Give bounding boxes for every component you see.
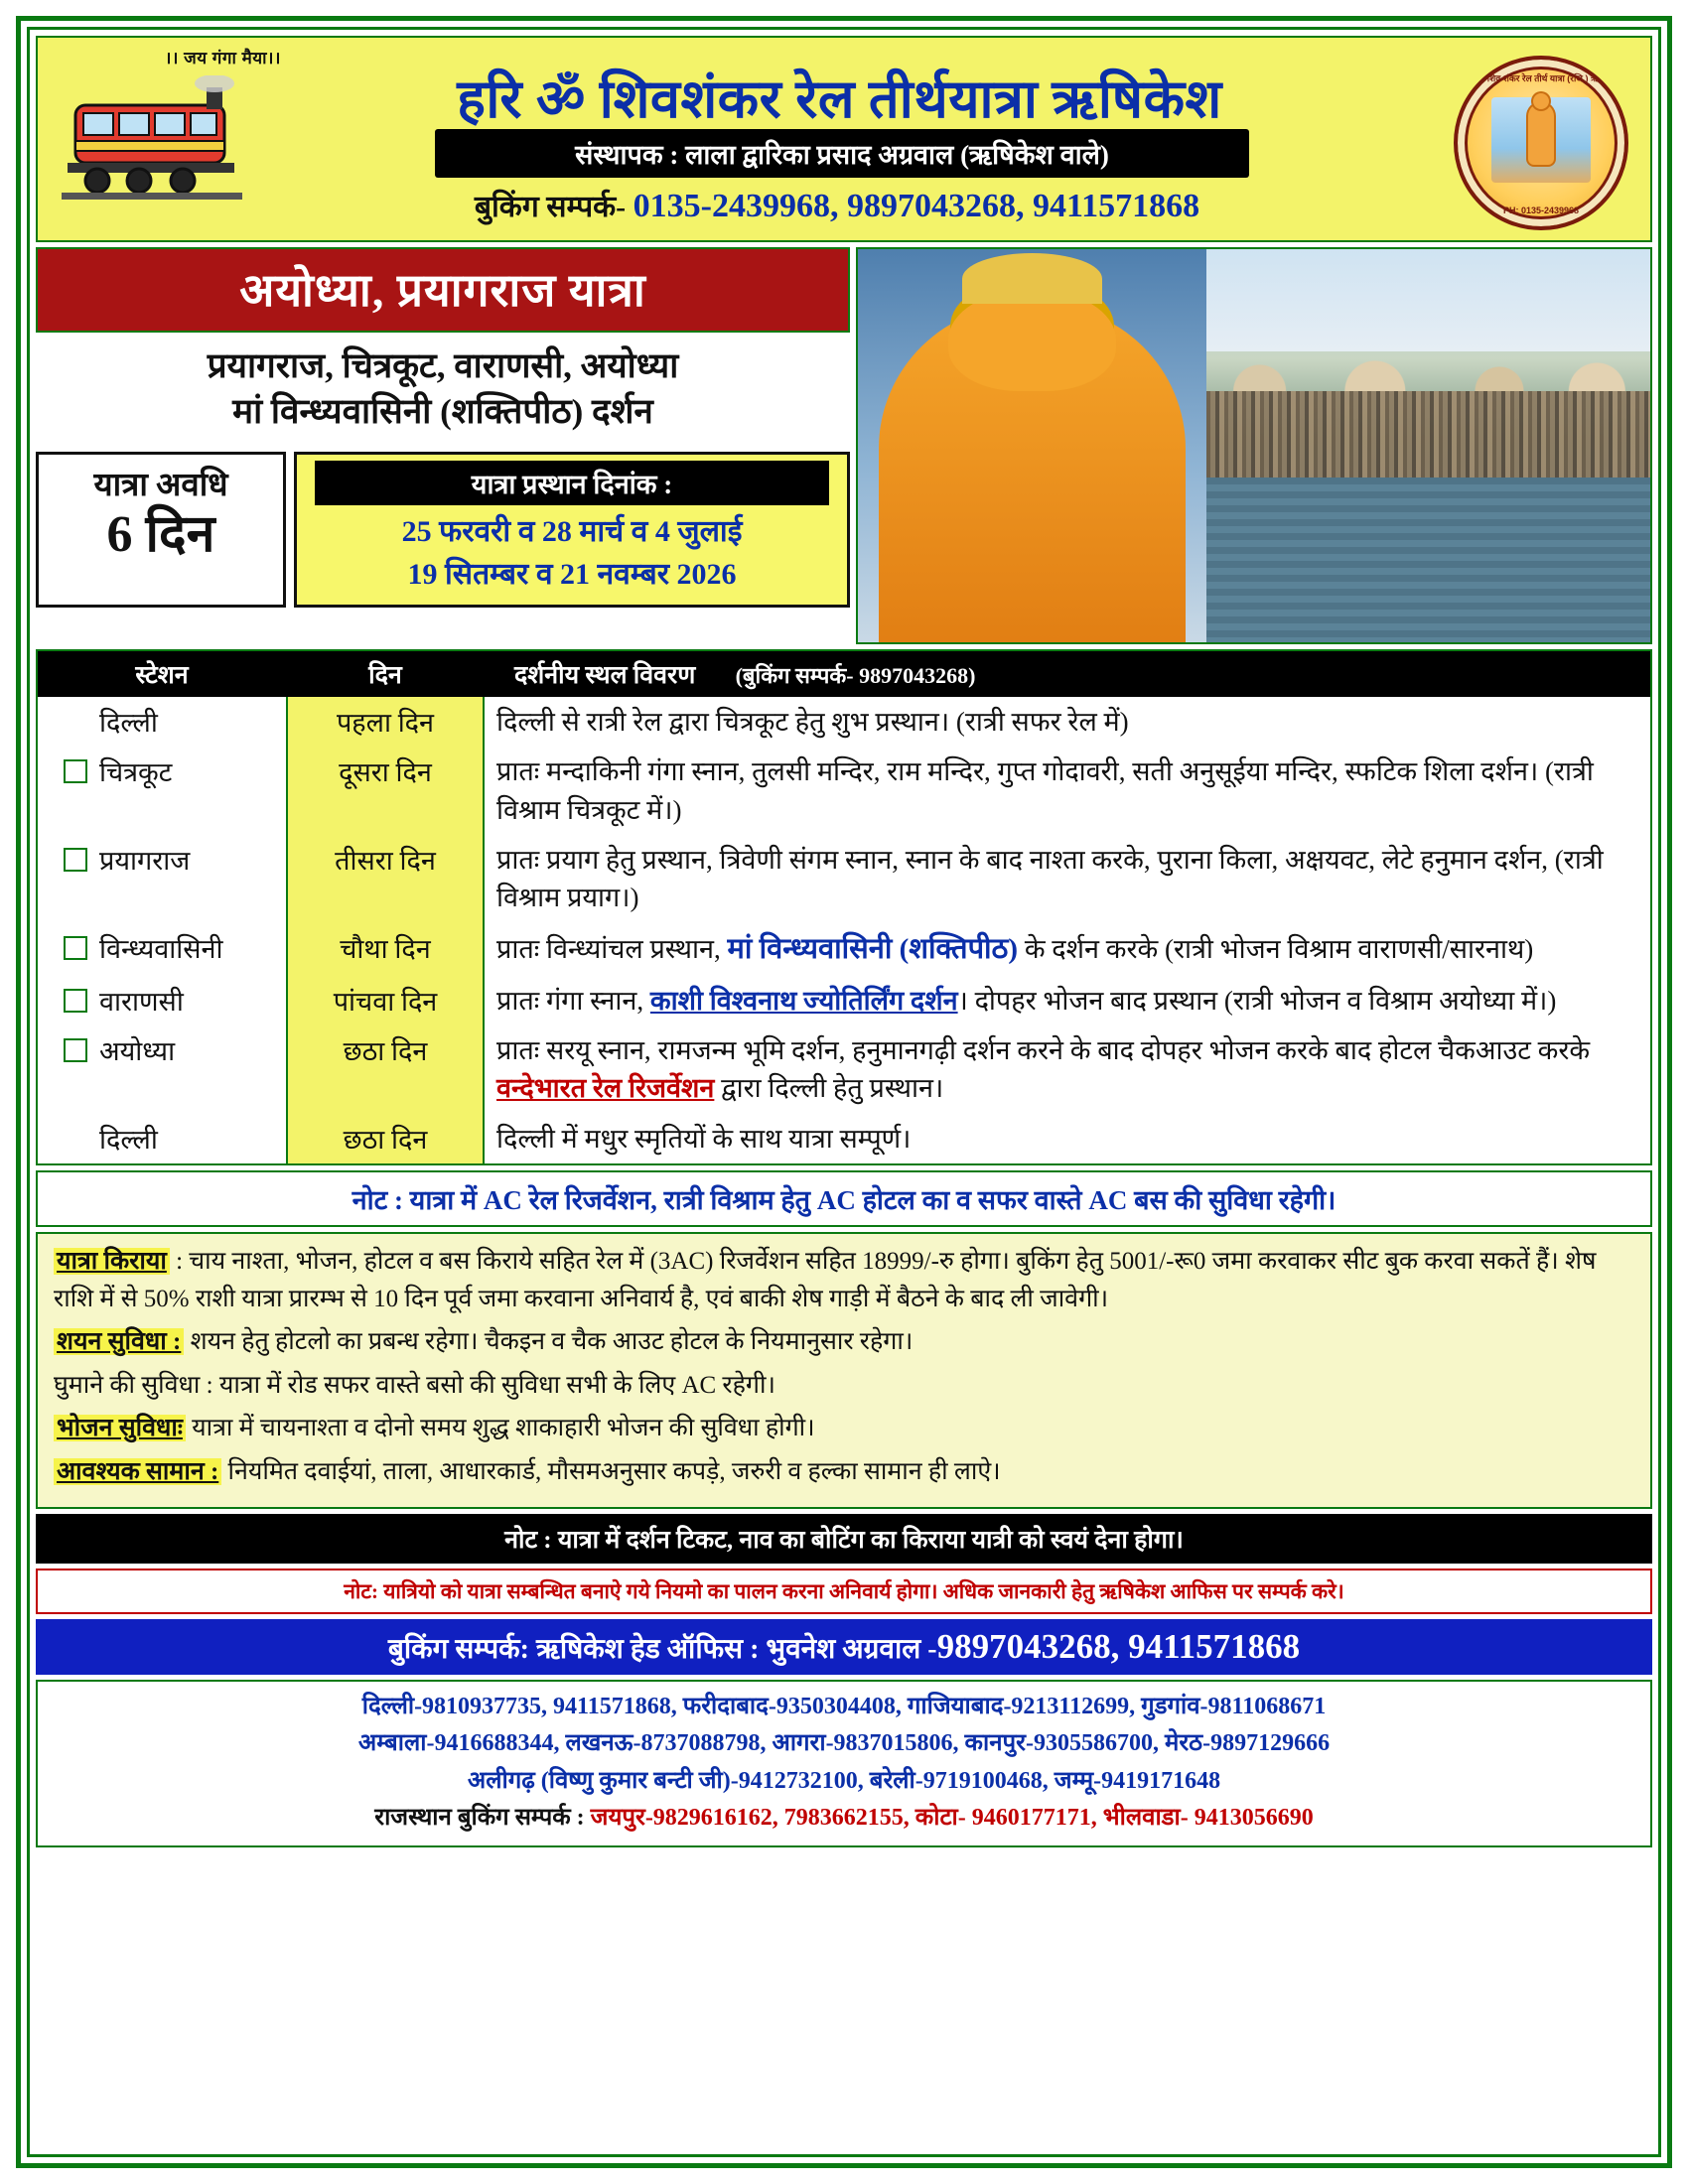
rules-note: नोट: यात्रियो को यात्रा सम्बन्धित बनाऐ गये नियमो का पालन करना अनिवार्य होगा। अधिक जानकारी हेतु ऋषिकेश आफिस पर सम्पर्क करे। (36, 1569, 1652, 1614)
station-label: चित्रकूट (99, 757, 173, 788)
table-row (38, 835, 1650, 923)
row-details-cell: दिल्ली से रात्री रेल द्वारा चित्रकूट हेतु शुभ प्रस्थान। (रात्री सफर रेल में) (496, 707, 1129, 737)
booking-label: बुकिंग सम्पर्क- (474, 191, 627, 223)
seal-image (1491, 97, 1591, 183)
departure-date-line2: 19 सितम्बर व 21 नवम्बर 2026 (407, 557, 737, 591)
departure-date-line1: 25 फरवरी व 28 मार्च व 4 जुलाई (401, 515, 743, 549)
rajasthan-label: राजस्थान बुकिंग सम्पर्क : (374, 1804, 591, 1831)
train-icon (58, 75, 246, 224)
col-details-header (485, 657, 1650, 691)
ghat-photo (1206, 249, 1650, 642)
facility-items-label: आवश्यक सामान : (54, 1458, 221, 1485)
row-day-cell: चौथा दिन (286, 923, 485, 976)
col-day-header: दिन (368, 662, 402, 689)
row-day-cell: पहला दिन (286, 697, 485, 747)
station-label: दिल्ली (99, 1124, 158, 1155)
tour-places (36, 340, 850, 435)
facility-food-label: भोजन सुविधाः (54, 1415, 186, 1441)
facility-food (54, 1410, 1634, 1447)
head-office-contact-bar (36, 1619, 1652, 1675)
shiva-figure-icon (1528, 103, 1554, 165)
facility-fare-label: यात्रा किराया (54, 1248, 170, 1275)
ghat-temples (1206, 304, 1650, 390)
station-label: दिल्ली (99, 708, 158, 738)
col-details-title: दर्शनीय स्थल विवरण (514, 662, 696, 689)
city-contacts-line2: अम्बाला-9416688344, लखनऊ-8737088798, आगरा-9837015806, कानपुर-9305586700, मेरठ-9897129666 (357, 1730, 1331, 1757)
row-station-cell (38, 976, 286, 1025)
table-row (38, 697, 1650, 747)
tour-places-line2: मां विन्ध्यवासिनी (शक्तिपीठ) दर्शन (232, 392, 653, 432)
rajasthan-contacts-line (48, 1800, 1640, 1837)
hanuman-head (948, 289, 1116, 391)
rajasthan-numbers: जयपुर-9829616162, 7983662155, कोटा- 9460177171, भीलवाडा- 9413056690 (590, 1804, 1314, 1831)
facility-items-text: नियमित दवाईयां, ताला, आधारकार्ड, मौसमअनुसार कपड़े, जरुरी व हल्का सामान ही लाऐ। (221, 1457, 1001, 1485)
seal-top-text: हरि ॐ शिव शंकर रेल तीर्थ यात्रा (रजि.) ऋषिकेश (1463, 73, 1619, 83)
head-office-numbers: 9897043268, 9411571868 (936, 1627, 1301, 1667)
duration-departure-row (36, 452, 850, 607)
hanuman-crown (962, 253, 1101, 304)
station-label: विन्ध्यवासिनी (99, 933, 223, 964)
row-day-cell: तीसरा दिन (286, 835, 485, 923)
city-contacts-line3: अलीगढ़ (विष्णु कुमार बन्टी जी)-9412732100, बरेली-9719100468, जम्मू-9419171648 (467, 1767, 1221, 1794)
details-pre: प्रातः गंगा स्नान, (496, 985, 650, 1016)
checkbox-icon[interactable] (64, 936, 87, 960)
details-pre: प्रातः सरयू स्नान, रामजन्म भूमि दर्शन, हनुमानगढ़ी दर्शन करने के बाद दोपहर भोजन करके बाद होटल चैकआउट करके (496, 1035, 1591, 1066)
tour-places-line1: प्रयागराज, चित्रकूट, वाराणसी, अयोध्या (207, 346, 679, 385)
city-contacts-block (36, 1680, 1652, 1847)
table-row (38, 1025, 1650, 1114)
row-station-cell (38, 1114, 286, 1163)
table-row (38, 923, 1650, 976)
facility-stay-label: शयन सुविधा : (54, 1328, 184, 1355)
duration-box (36, 452, 286, 607)
row-day-cell: पांचवा दिन (286, 976, 485, 1025)
col-station-header: स्टेशन (135, 662, 189, 689)
facility-fare-text: : चाय नाश्ता, भोजन, होटल व बस किराये सहित रेल में (3AC) रिजर्वेशन सहित 18999/-रु होगा। बुकिंग हेतु 5001/-रू0 जमा करवाकर सीट बुक करवा सकतें हैं। शेष राशि में से 50% राशी यात्रा प्रारम्भ से 10 दिन पूर्व जमा करवाना अनिवार्य है, एवं बाकी शेष गाड़ी में बैठने के बाद ली जावेगी। (54, 1248, 1597, 1312)
ghat-crowd (1206, 391, 1650, 478)
details-highlight: काशी विश्वनाथ ज्योतिर्लिंग दर्शन (649, 985, 958, 1016)
hanuman-statue-photo (858, 249, 1206, 642)
ac-facility-note: नोट : यात्रा में AC रेल रिजर्वेशन, रात्री विश्राम हेतु AC होटल का व सफर वास्ते AC बस की सुविधा रहेगी। (36, 1170, 1652, 1227)
details-highlight: मां विन्ध्यवासिनी (शक्तिपीठ) (727, 932, 1019, 965)
checkbox-icon[interactable] (64, 1038, 87, 1062)
jai-ganga-text: ।। जय गंगा मैया।। (165, 49, 281, 68)
details-post: द्वारा दिल्ली हेतु प्रस्थान। (714, 1073, 944, 1104)
station-label: वाराणसी (99, 986, 184, 1017)
station-label: प्रयागराज (99, 845, 191, 876)
tour-summary-band (36, 247, 1652, 644)
outer-border (16, 16, 1672, 2168)
checkbox-icon[interactable] (64, 989, 87, 1013)
row-details-cell (485, 1025, 1650, 1114)
row-details-cell (485, 976, 1650, 1025)
row-details-cell (485, 923, 1650, 976)
header (36, 36, 1652, 242)
photo-collage (856, 247, 1652, 644)
row-station-cell (38, 747, 286, 835)
departure-box (294, 452, 850, 607)
duration-label: यात्रा अवधि (93, 468, 228, 504)
departure-label: यात्रा प्रस्थान दिनांक : (315, 461, 829, 505)
row-details-cell: प्रातः मन्दाकिनी गंगा स्नान, तुलसी मन्दिर, राम मन्दिर, गुप्त गोदावरी, सती अनुसूईया मन्दिर, स्फटिक शिला दर्शन। (रात्री विश्राम चित्रकूट में।) (496, 756, 1594, 825)
head-office-label: बुकिंग सम्पर्क: ऋषिकेश हेड ऑफिस : भुवनेश अग्रवाल - (387, 1634, 937, 1666)
checkbox-icon[interactable] (64, 759, 87, 783)
details-pre: प्रातः विन्ध्यांचल प्रस्थान, (496, 933, 728, 964)
row-station-cell (38, 697, 286, 747)
table-row (38, 747, 1650, 835)
row-details-cell: प्रातः प्रयाग हेतु प्रस्थान, त्रिवेणी संगम स्नान, स्नान के बाद नाश्ता करके, पुराना किला, अक्षयवट, लेटे हनुमान दर्शन, (रात्री विश्राम प्रयाग।) (496, 844, 1604, 913)
facility-food-text: यात्रा में चायनाश्ता व दोनो समय शुद्ध शाकाहारी भोजन की सुविधा होगी। (185, 1415, 815, 1442)
row-day-cell: दूसरा दिन (286, 747, 485, 835)
row-day-cell: छठा दिन (286, 1025, 485, 1114)
itinerary-header-row (38, 651, 1650, 697)
details-post: के दर्शन करके (रात्री भोजन विश्राम वाराणसी/सारनाथ) (1018, 933, 1534, 964)
facilities-block (36, 1232, 1652, 1509)
facility-transport (54, 1367, 1634, 1405)
page-title: हरि ॐ शिवशंकर रेल तीर्थयात्रा ऋषिकेश (457, 69, 1222, 129)
table-row (38, 1114, 1650, 1163)
facility-stay (54, 1323, 1634, 1361)
checkbox-icon[interactable] (64, 848, 87, 872)
ticket-note: नोट : यात्रा में दर्शन टिकट, नाव का बोटिंग का किराया यात्री को स्वयं देना होगा। (36, 1514, 1652, 1564)
facility-items (54, 1453, 1634, 1491)
col-details-booking: (बुकिंग सम्पर्क- 9897043268) (735, 663, 976, 688)
founder-line: संस्थापक : लाला द्वारिका प्रसाद अग्रवाल (ऋषिकेश वाले) (435, 129, 1249, 178)
header-booking-line (336, 185, 1338, 225)
row-details-cell: दिल्ली में मधुर स्मृतियों के साथ यात्रा सम्पूर्ण। (496, 1123, 912, 1154)
facility-stay-text: शयन हेतु होटलो का प्रबन्ध रहेगा। चैकइन व चैक आउट होटल के नियमानुसार रहेगा। (184, 1328, 914, 1356)
row-station-cell (38, 835, 286, 923)
organization-seal-icon (1454, 56, 1628, 230)
duration-value: 6 दिन (106, 506, 215, 564)
table-row (38, 976, 1650, 1025)
details-post: । दोपहर भोजन बाद प्रस्थान (रात्री भोजन व विश्राम अयोध्या में।) (957, 985, 1557, 1016)
city-contacts-line1: दिल्ली-9810937735, 9411571868, फरीदाबाद-9350304408, गाजियाबाद-9213112699, गुडगांव-9811068671 (361, 1694, 1327, 1720)
row-station-cell (38, 923, 286, 976)
tour-summary-left (36, 247, 850, 644)
tour-title: अयोध्या, प्रयागराज यात्रा (36, 247, 850, 333)
facility-fare (54, 1243, 1634, 1317)
row-day-cell: छठा दिन (286, 1114, 485, 1163)
ghat-river (1206, 478, 1650, 642)
facility-transport-text: घुमाने की सुविधा : यात्रा में रोड सफर वास्ते बसो की सुविधा सभी के लिए AC रहेगी। (54, 1371, 775, 1399)
seal-bottom-text: PH: 0135-2439968 (1502, 205, 1580, 215)
itinerary-table (36, 649, 1652, 1165)
details-highlight: वन्देभारत रेल रिजर्वेशन (496, 1073, 715, 1104)
station-label: अयोध्या (99, 1036, 176, 1067)
booking-numbers: 0135-2439968, 9897043268, 9411571868 (633, 188, 1200, 224)
row-station-cell (38, 1025, 286, 1114)
inner-border (27, 27, 1661, 2157)
